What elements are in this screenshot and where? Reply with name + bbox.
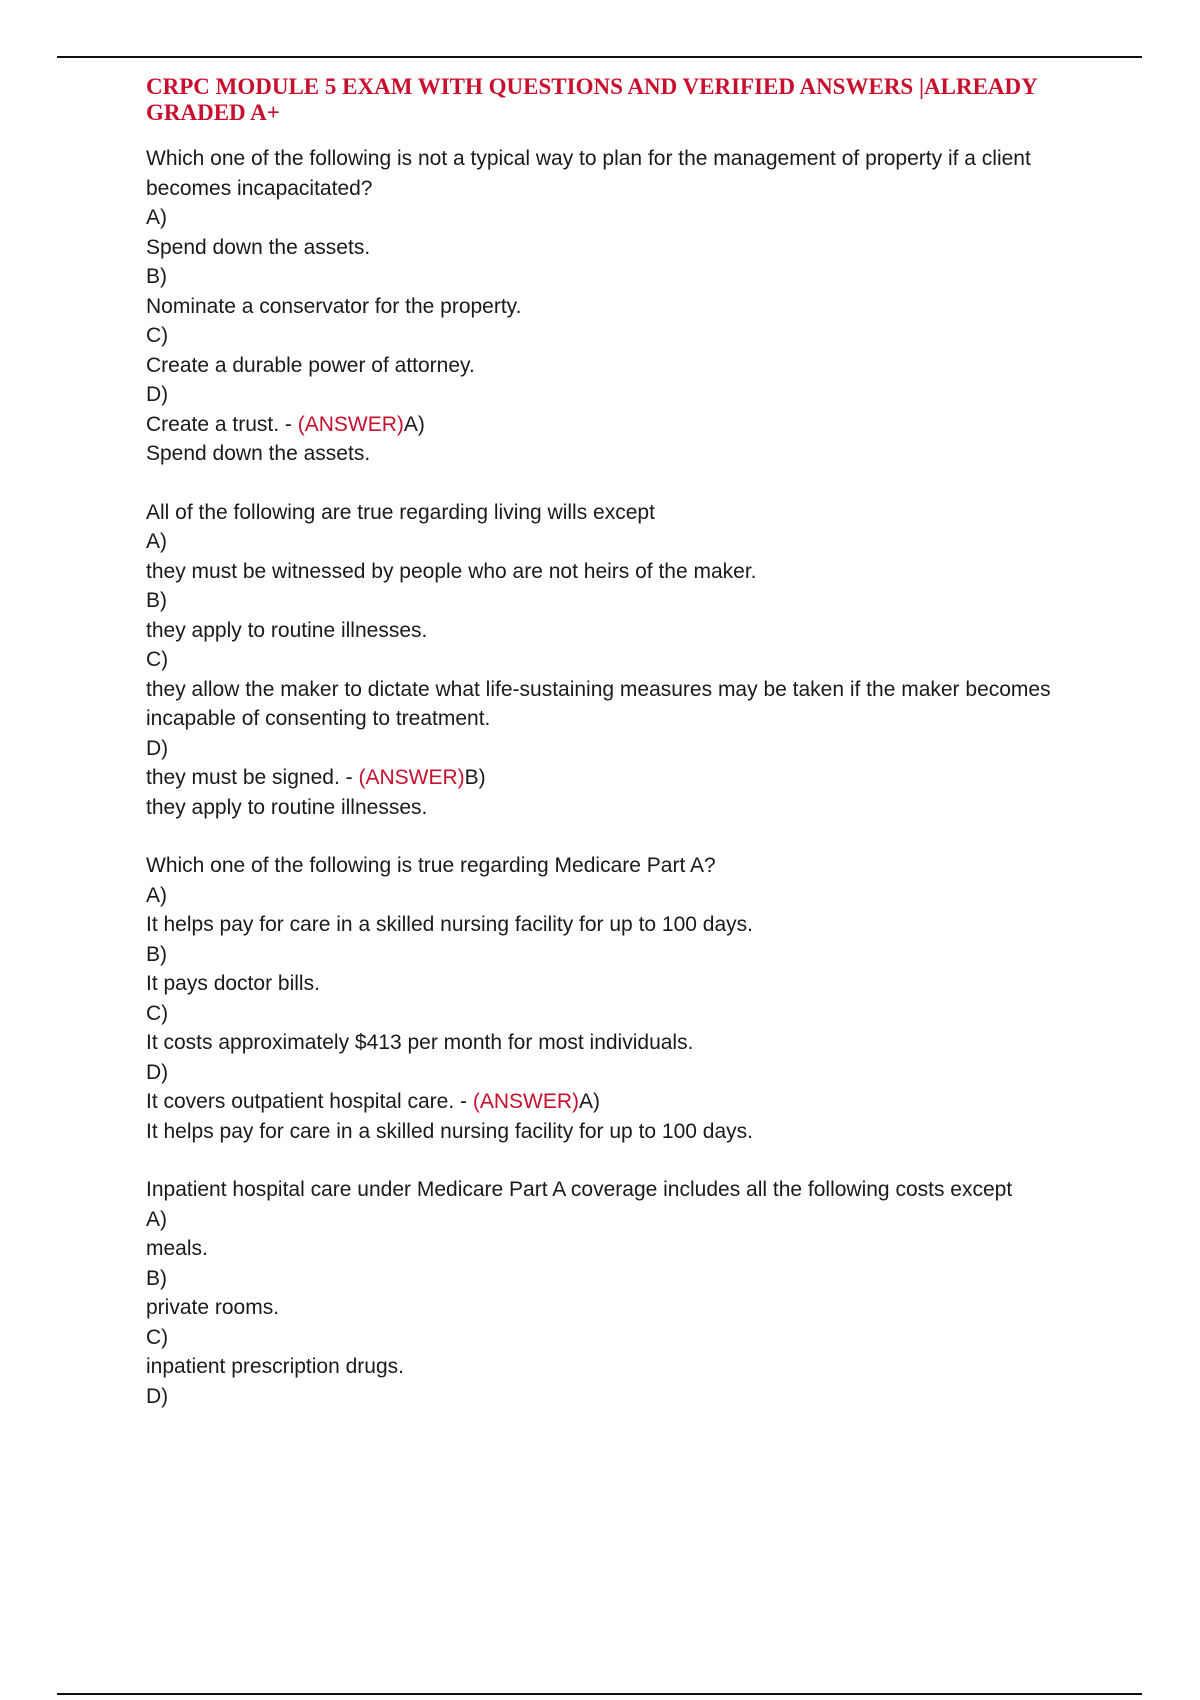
question-stem: Which one of the following is true regarding Medicare Part A? xyxy=(146,854,716,877)
answer-letter: B) xyxy=(464,766,486,789)
option-letter: D) xyxy=(146,383,169,406)
question-block xyxy=(146,851,1106,1146)
option-text: Nominate a conservator for the property. xyxy=(146,294,522,318)
option-letter: B) xyxy=(146,589,167,612)
answer-line xyxy=(146,410,1106,440)
option-letter: D) xyxy=(146,736,169,760)
option-text: It pays doctor bills. xyxy=(146,972,320,995)
question-block xyxy=(146,498,1106,823)
header-rule xyxy=(57,56,1142,58)
option-text: they must be signed. xyxy=(146,766,340,789)
footer-rule xyxy=(57,1693,1142,1695)
option-text: private rooms. xyxy=(146,1296,280,1319)
option-letter: C) xyxy=(146,324,169,347)
answer-marker: (ANSWER) xyxy=(297,412,404,436)
option-letter: B) xyxy=(146,265,167,288)
option-letter: A) xyxy=(146,1207,167,1231)
option-letter: A) xyxy=(146,530,167,553)
option-letter: C) xyxy=(146,1325,169,1349)
question-stem: Inpatient hospital care under Medicare Part A coverage includes all the following costs except xyxy=(146,1178,1013,1201)
question-block xyxy=(146,144,1106,469)
answer-letter: A) xyxy=(403,412,425,436)
option-text: they must be witnessed by people who are not heirs of the maker. xyxy=(146,559,757,583)
option-text: It covers outpatient hospital care. xyxy=(146,1090,455,1113)
document-page xyxy=(146,74,1106,1440)
option-text: It costs approximately $413 per month for most individuals. xyxy=(146,1031,694,1054)
option-letter: C) xyxy=(146,1001,169,1025)
answer-marker: (ANSWER) xyxy=(472,1090,580,1113)
option-letter: B) xyxy=(146,942,167,966)
answer-separator: - xyxy=(279,412,298,436)
option-letter: D) xyxy=(146,1060,169,1084)
option-text: Create a durable power of attorney. xyxy=(146,353,475,377)
answer-separator: - xyxy=(454,1090,473,1113)
answer-separator: - xyxy=(339,766,359,789)
option-text: meals. xyxy=(146,1237,208,1260)
question-block xyxy=(146,1175,1106,1411)
answer-letter: A) xyxy=(579,1090,601,1113)
answer-line xyxy=(146,1087,1106,1117)
option-letter: C) xyxy=(146,648,169,671)
option-text: It helps pay for care in a skilled nursing facility for up to 100 days. xyxy=(146,913,753,936)
answer-text: It helps pay for care in a skilled nursing facility for up to 100 days. xyxy=(146,1119,753,1143)
document-title: CRPC MODULE 5 EXAM WITH QUESTIONS AND VERIFIED ANSWERS |ALREADY GRADED A+ xyxy=(146,74,1037,125)
answer-marker: (ANSWER) xyxy=(358,766,465,789)
answer-text: they apply to routine illnesses. xyxy=(146,795,428,819)
option-letter: D) xyxy=(146,1384,169,1408)
option-text: Create a trust. xyxy=(146,412,280,436)
option-text: they allow the maker to dictate what life-sustaining measures may be taken if the maker becomes incapable of consenting to treatment. xyxy=(146,677,1051,730)
option-letter: A) xyxy=(146,206,167,229)
option-letter: B) xyxy=(146,1266,167,1290)
question-stem: All of the following are true regarding living wills except xyxy=(146,500,655,524)
answer-line xyxy=(146,763,1106,793)
option-letter: A) xyxy=(146,883,167,907)
answer-text: Spend down the assets. xyxy=(146,442,371,465)
option-text: Spend down the assets. xyxy=(146,235,371,259)
question-stem: Which one of the following is not a typical way to plan for the management of property if a client becomes incapacitated? xyxy=(146,147,1031,200)
option-text: inpatient prescription drugs. xyxy=(146,1355,404,1378)
option-text: they apply to routine illnesses. xyxy=(146,618,428,642)
